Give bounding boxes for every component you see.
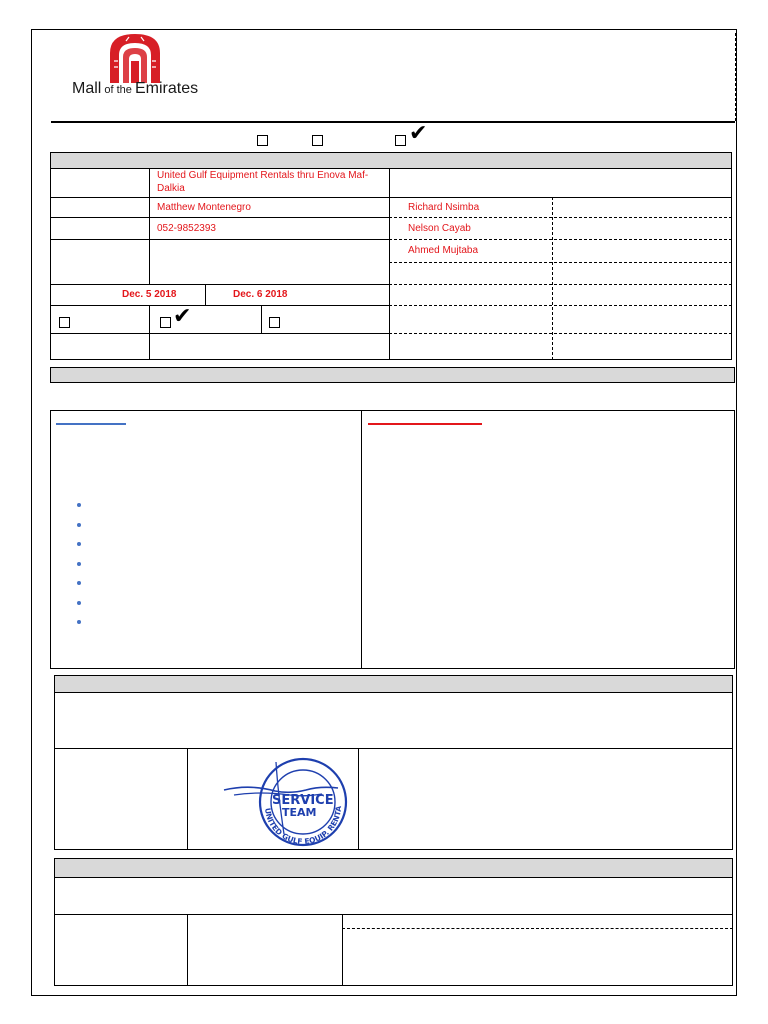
row-line [50,284,389,285]
list-bullet [77,523,81,527]
date-to-value: Dec. 6 2018 [233,289,288,300]
row-line [54,748,733,749]
list-bullet [77,601,81,605]
col-line [149,168,150,284]
section-header-contractor [50,152,732,169]
left-heading-underline [56,423,126,425]
check-mark-icon: ✔ [409,121,428,146]
row-dash [389,284,732,285]
closure-table [54,877,733,986]
row-line [50,239,389,240]
col-line [205,284,206,305]
col-line [261,305,262,333]
contact-person-value: Matthew Montenegro [157,202,251,213]
row-line [50,197,389,198]
section-header-approval [54,675,733,693]
row-dash [389,217,732,218]
mall-logo [104,31,166,83]
col-line [389,168,390,360]
col-line [187,914,188,986]
col-line [358,748,359,850]
list-bullet [77,562,81,566]
row-line [50,217,389,218]
col-line [149,305,150,360]
type-checkbox-2[interactable] [312,135,323,146]
contact-phone-value: 052-9852393 [157,223,216,234]
col-line [361,410,362,669]
shift-checkbox-1[interactable] [59,317,70,328]
row-dash [389,333,732,334]
list-bullet [77,620,81,624]
section-header-closure [54,858,733,878]
stamp-line-1: SERVICE [272,793,334,808]
row-line [50,305,389,306]
stamp-ring-text: UNITED GULF EQUIP. RENTA [262,805,344,847]
right-heading-underline [368,423,482,425]
list-bullet [77,503,81,507]
approval-table [54,692,733,850]
contractor-name-value: United Gulf Equipment Rentals thru Enova Maf-Dalkia [157,170,369,194]
section-header-scope [50,367,735,383]
row-dash [389,262,732,263]
shift-checkbox-2[interactable] [160,317,171,328]
worker-name-2: Nelson Cayab [408,223,471,234]
shift-checkbox-3[interactable] [269,317,280,328]
type-checkbox-3[interactable] [395,135,406,146]
date-from-value: Dec. 5 2018 [122,289,177,300]
header-rule [51,121,735,123]
stamp-line-2: TEAM [282,806,317,819]
worker-name-3: Ahmed Mujtaba [408,245,479,256]
row-dash [389,239,732,240]
mall-logo-wordmark: Mall of the Emirates [72,80,199,97]
worker-name-1: Richard Nsimba [408,202,480,213]
stamp-seal [220,754,350,848]
list-bullet [77,581,81,585]
row-dash [342,928,733,929]
precautions-table [50,410,735,669]
col-line [342,914,343,986]
row-line [389,197,732,198]
row-line [50,333,389,334]
col-line [187,748,188,850]
list-bullet [77,542,81,546]
check-mark-icon: ✔ [173,304,192,329]
col-dash [552,197,553,360]
row-line [54,914,733,915]
company-stamp [220,754,350,848]
type-checkbox-1[interactable] [257,135,268,146]
mall-logo-mark [104,31,166,83]
row-dash [389,305,732,306]
frame-dashed-edge [735,33,736,121]
